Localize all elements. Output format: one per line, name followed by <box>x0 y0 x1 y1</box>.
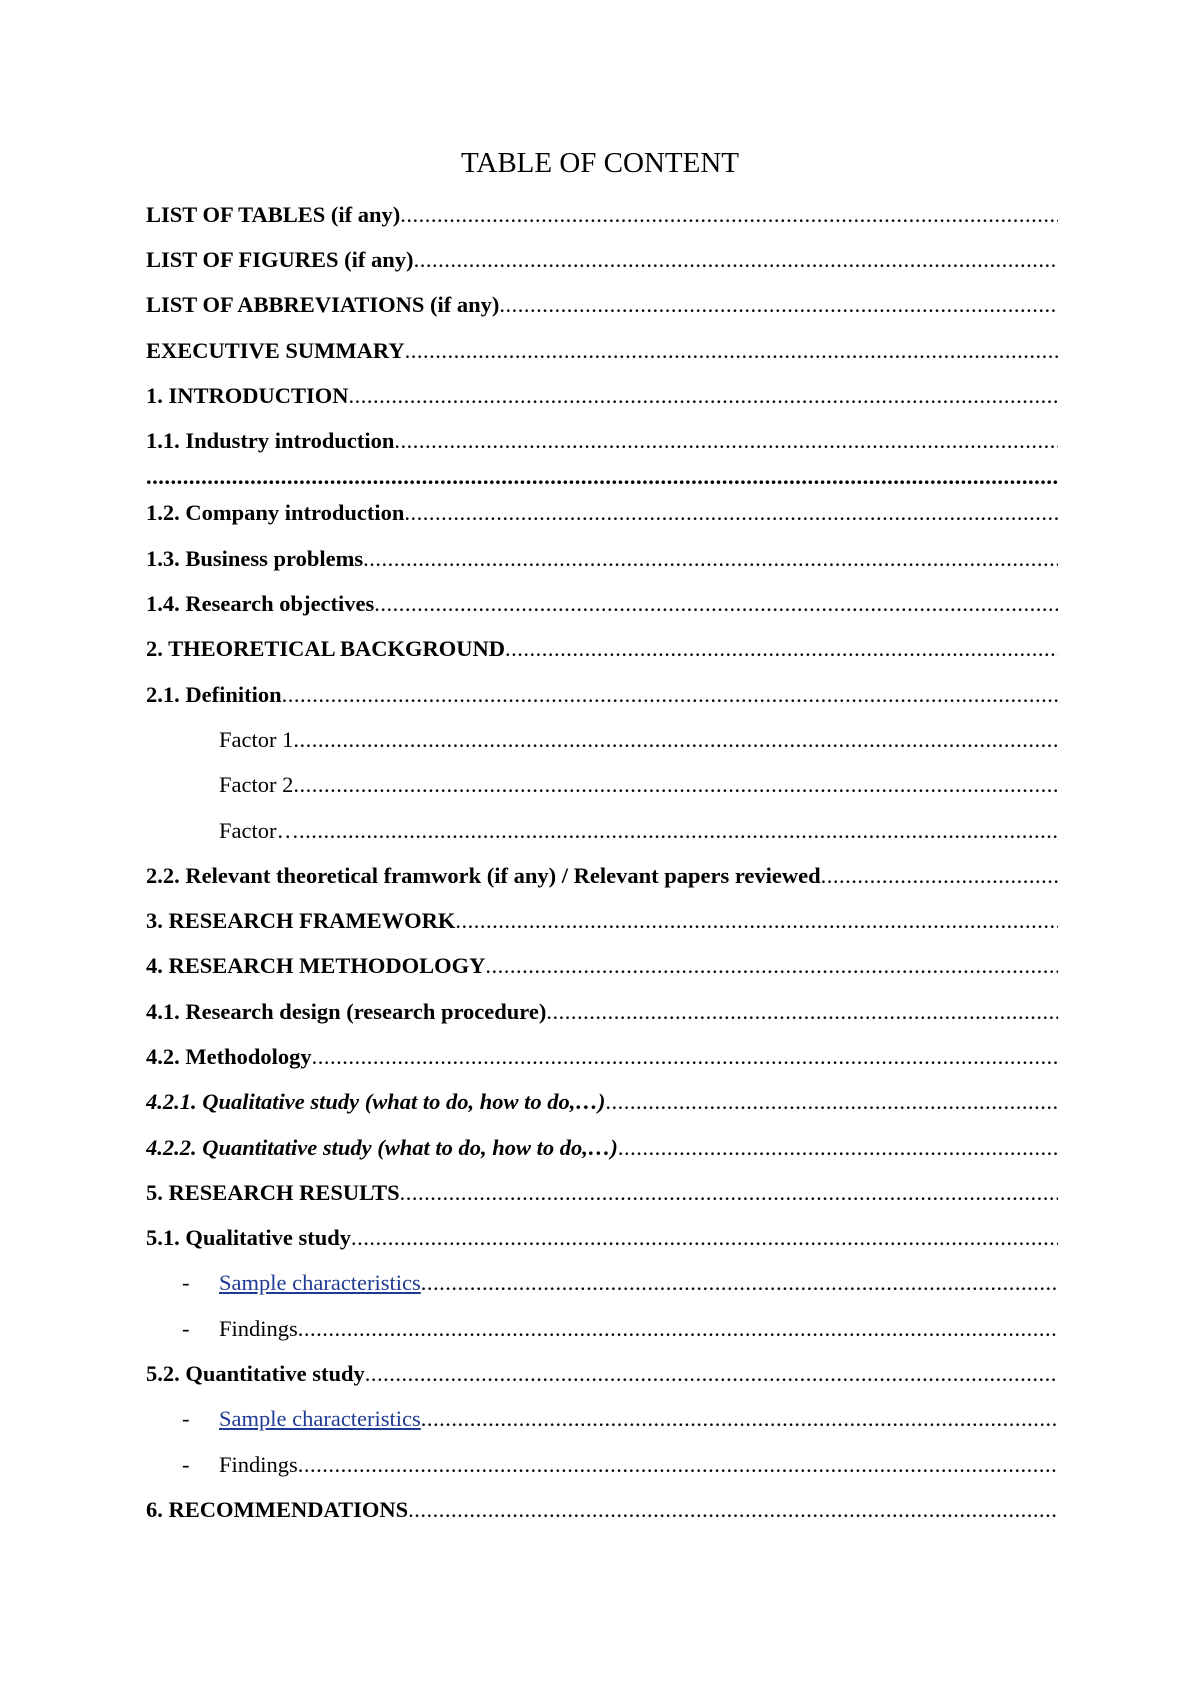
toc-entry-text: Findings <box>219 1315 298 1341</box>
toc-entry <box>146 1397 1058 1442</box>
toc-entry-label <box>146 1268 421 1298</box>
dot-leader <box>421 1268 1058 1298</box>
toc-entry <box>146 808 1058 853</box>
dot-leader <box>293 725 1058 755</box>
toc-entry-label: 4.2.2. Quantitative study (what to do, how to do,…) <box>146 1134 618 1160</box>
dot-leader <box>298 1314 1058 1344</box>
toc-entry <box>146 581 1058 626</box>
toc-entry <box>146 1306 1058 1351</box>
toc-entry-label: 3. RESEARCH FRAMEWORK <box>146 908 456 934</box>
toc-entry-label: 1. INTRODUCTION <box>146 382 349 408</box>
toc-entry <box>146 1125 1058 1170</box>
toc-entry <box>146 1442 1058 1487</box>
toc-entry <box>146 1261 1058 1306</box>
toc-entry <box>146 1216 1058 1261</box>
toc-entry-label: 5.1. Qualitative study <box>146 1225 352 1251</box>
dot-leader <box>146 464 1058 491</box>
dot-leader <box>408 1495 1058 1525</box>
toc-entry <box>146 1351 1058 1396</box>
toc-entry-label: 1.4. Research objectives <box>146 591 375 617</box>
toc-entry <box>146 536 1058 581</box>
toc-entry-label: 2.1. Definition <box>146 681 282 707</box>
toc-entry <box>146 418 1058 463</box>
dot-leader <box>351 1223 1058 1253</box>
dot-leader <box>298 1450 1058 1480</box>
toc-entry <box>146 1170 1058 1215</box>
toc-entry-label: 2.2. Relevant theoretical framwork (if any) / Relevant papers reviewed <box>146 862 821 888</box>
dot-leader <box>374 589 1058 619</box>
toc-entry-label: Factor 2 <box>219 772 294 798</box>
toc-entry <box>146 192 1058 237</box>
toc-entry-label: LIST OF TABLES (if any) <box>146 201 401 227</box>
dot-leader <box>299 816 1058 846</box>
toc-entry <box>146 898 1058 943</box>
toc-entry-label: LIST OF ABBREVIATIONS (if any) <box>146 292 500 318</box>
toc-entry-label: 1.1. Industry introduction <box>146 428 395 454</box>
toc-entry-label <box>146 1404 421 1434</box>
toc-entry <box>146 672 1058 717</box>
dot-leader <box>414 245 1058 275</box>
toc-entry-label: EXECUTIVE SUMMARY <box>146 337 405 363</box>
toc-entry-label: 4. RESEARCH METHODOLOGY <box>146 953 486 979</box>
dot-leader <box>400 1178 1058 1208</box>
bullet-dash: - <box>182 1406 190 1432</box>
toc-entry <box>146 717 1058 762</box>
toc-entry <box>146 1034 1058 1079</box>
toc-entry-label: 5. RESEARCH RESULTS <box>146 1179 400 1205</box>
toc-entry-label: 6. RECOMMENDATIONS <box>146 1496 409 1522</box>
toc-entry-label: 4.2. Methodology <box>146 1043 312 1069</box>
toc-entry <box>146 944 1058 989</box>
dot-leader <box>282 680 1058 710</box>
toc-entry-label: Factor… <box>219 817 299 843</box>
dot-leader <box>499 290 1058 320</box>
toc-entry <box>146 491 1058 536</box>
dot-leader <box>349 381 1058 411</box>
bullet-dash: - <box>182 1451 190 1477</box>
dot-leader <box>400 200 1058 230</box>
dot-leader <box>605 1087 1058 1117</box>
toc-entry <box>146 373 1058 418</box>
toc-entry <box>146 763 1058 808</box>
toc-entry-label: 5.2. Quantitative study <box>146 1361 365 1387</box>
toc-entry-label: LIST OF FIGURES (if any) <box>146 246 414 272</box>
dot-leader <box>485 951 1058 981</box>
toc-entry <box>146 328 1058 373</box>
dot-leader <box>505 634 1058 664</box>
dot-leader <box>405 336 1058 366</box>
toc-entry <box>146 1487 1058 1532</box>
dot-leader <box>365 1359 1058 1389</box>
bullet-dash: - <box>182 1315 190 1341</box>
toc-entry <box>146 1080 1058 1125</box>
toc-link[interactable]: Sample characteristics <box>219 1406 421 1432</box>
toc-entry-label: Factor 1 <box>219 726 294 752</box>
dot-leader <box>618 1133 1058 1163</box>
dot-leader <box>404 498 1058 528</box>
toc-entry-label: 1.3. Business problems <box>146 545 364 571</box>
toc-entry-label: 4.2.1. Qualitative study (what to do, how to do,…) <box>146 1089 606 1115</box>
toc-entry-label: 1.2. Company introduction <box>146 500 405 526</box>
toc-link[interactable]: Sample characteristics <box>219 1270 421 1296</box>
toc-entry-label: 4.1. Research design (research procedure) <box>146 998 547 1024</box>
toc-entry-text: Findings <box>219 1451 298 1477</box>
dot-leader <box>421 1404 1058 1434</box>
dot-leader <box>363 544 1058 574</box>
dot-leader <box>455 906 1058 936</box>
dot-leader <box>546 997 1058 1027</box>
toc-entry <box>146 853 1058 898</box>
dot-leader <box>293 770 1058 800</box>
toc-entry <box>146 464 1058 491</box>
toc-entry <box>146 237 1058 282</box>
dot-leader <box>821 861 1058 891</box>
toc-entry-label <box>146 1450 298 1480</box>
dot-leader <box>394 426 1058 456</box>
toc-entry <box>146 989 1058 1034</box>
toc-entry-label <box>146 1314 298 1344</box>
toc-entry <box>146 283 1058 328</box>
toc-entry-label: 2. THEORETICAL BACKGROUND <box>146 636 506 662</box>
toc-entry <box>146 627 1058 672</box>
table-of-contents <box>146 192 1058 1533</box>
dot-leader <box>312 1042 1058 1072</box>
bullet-dash: - <box>182 1270 190 1296</box>
page-title: TABLE OF CONTENT <box>461 147 739 179</box>
